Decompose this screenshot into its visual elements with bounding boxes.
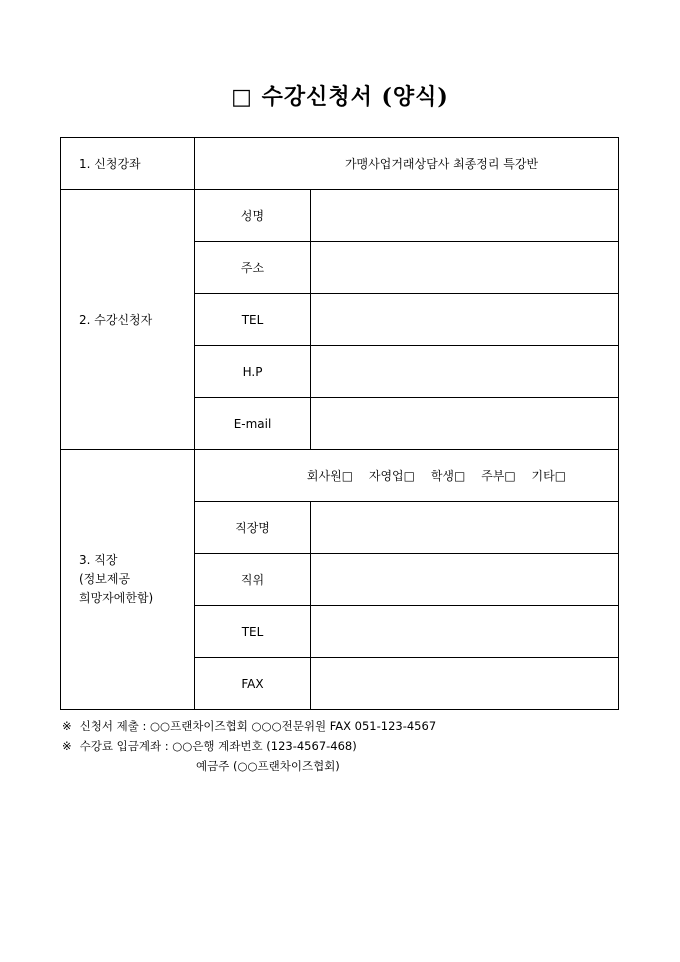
email-label: E-mail — [195, 398, 311, 450]
applicant-row — [61, 190, 619, 242]
work-tel-label: TEL — [195, 606, 311, 658]
name-label: 성명 — [195, 190, 311, 242]
workplace-row — [61, 450, 619, 502]
course-label: 1. 신청강좌 — [61, 138, 195, 190]
position-label: 직위 — [195, 554, 311, 606]
occupation-option-homemaker[interactable]: 주부□ — [481, 469, 516, 483]
note-payment — [62, 736, 436, 756]
occupation-option-self-employed[interactable]: 자영업□ — [368, 469, 415, 483]
hp-field[interactable] — [311, 346, 619, 398]
page-title: □ 수강신청서 (양식) — [231, 84, 449, 110]
occupation-option-student[interactable]: 학생□ — [430, 469, 466, 483]
workplace-section-label — [61, 450, 195, 710]
applicant-section-label: 2. 수강신청자 — [61, 190, 195, 450]
address-field[interactable] — [311, 242, 619, 294]
course-row — [61, 138, 619, 190]
tel-label: TEL — [195, 294, 311, 346]
reference-mark-icon: ※ — [62, 739, 72, 753]
company-name-field[interactable] — [311, 502, 619, 554]
email-field[interactable] — [311, 398, 619, 450]
occupation-type-options — [195, 450, 619, 502]
name-field[interactable] — [311, 190, 619, 242]
reference-mark-icon: ※ — [62, 719, 72, 733]
notes — [62, 716, 436, 776]
fax-label: FAX — [195, 658, 311, 710]
note-payment-text: 수강료 입금계좌 : ○○은행 계좌번호 (123-4567-468) — [79, 739, 357, 753]
position-field[interactable] — [311, 554, 619, 606]
hp-label: H.P — [195, 346, 311, 398]
application-form-table — [60, 137, 619, 710]
course-value: 가맹사업거래상담사 최종정리 특강반 — [195, 138, 619, 190]
note-account-holder: 예금주 (○○프랜차이즈협회) — [196, 759, 340, 773]
fax-field[interactable] — [311, 658, 619, 710]
workplace-label-line: (정보제공 — [79, 572, 131, 586]
workplace-label-line: 3. 직장 — [79, 553, 118, 567]
note-submission-text: 신청서 제출 : ○○프랜차이즈협회 ○○○전문위원 FAX 051-123-4567 — [79, 719, 437, 733]
work-tel-field[interactable] — [311, 606, 619, 658]
occupation-option-other[interactable]: 기타□ — [531, 469, 567, 483]
note-submission — [62, 716, 436, 736]
occupation-option-office-worker[interactable]: 회사원□ — [306, 469, 354, 483]
tel-field[interactable] — [311, 294, 619, 346]
workplace-label-line: 희망자에한함) — [79, 591, 154, 605]
company-name-label: 직장명 — [195, 502, 311, 554]
address-label: 주소 — [195, 242, 311, 294]
